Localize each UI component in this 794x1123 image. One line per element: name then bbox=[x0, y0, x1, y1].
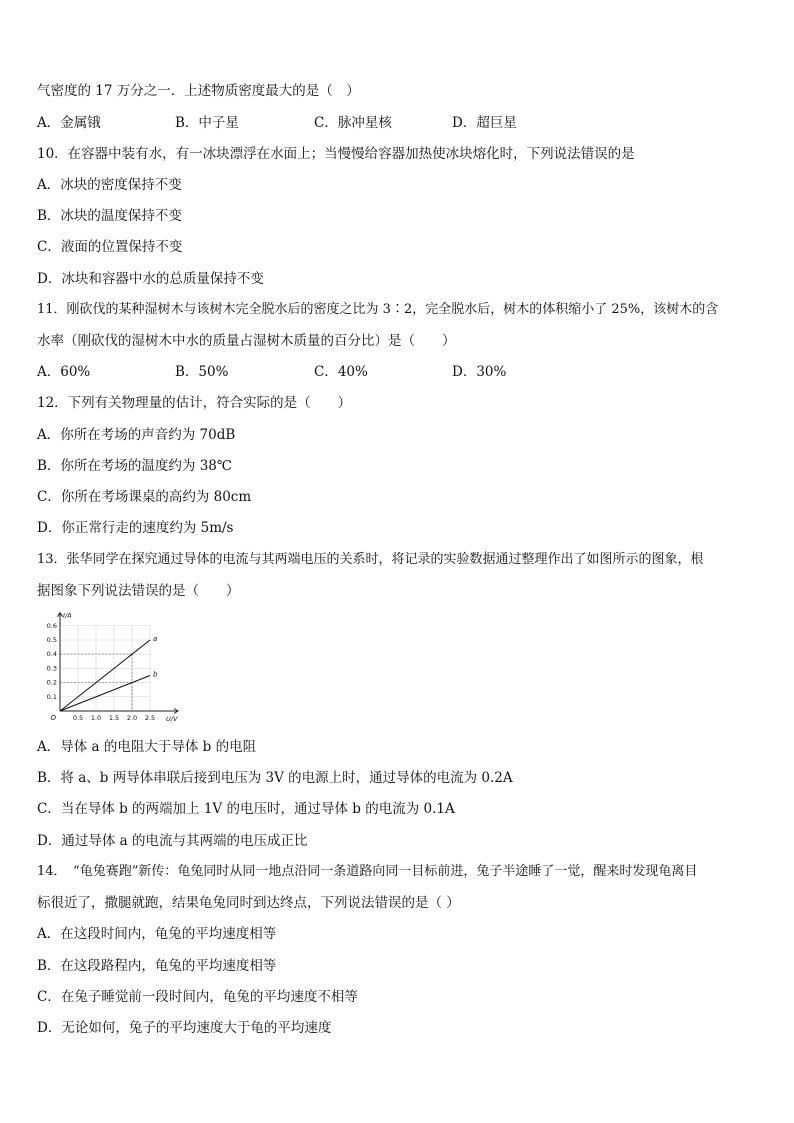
q9-option-c: C．脉冲星核 bbox=[314, 115, 392, 131]
q12-option-a: A．你所在考场的声音约为 70dB bbox=[37, 427, 236, 443]
q13-stem-line2: 据图象下列说法错误的是（ ） bbox=[37, 583, 240, 599]
q11-stem-line1: 11．刚砍伐的某种湿树木与该树木完全脱水后的密度之比为 3∶2，完全脱水后，树木的体积缩小了 25%，该树木的含 bbox=[37, 302, 719, 317]
intro-line: 气密度的 17 万分之一．上述物质密度最大的是（ ） bbox=[37, 83, 360, 99]
q12-option-c: C．你所在考场课桌的高约为 80cm bbox=[37, 489, 252, 505]
q13-option-d: D．通过导体 a 的电流与其两端的电压成正比 bbox=[37, 833, 308, 849]
x-tick-label: 2.5 bbox=[144, 714, 156, 722]
q11-option-b: B．50% bbox=[175, 364, 229, 380]
x-tick-label: 0.5 bbox=[72, 714, 84, 722]
q14-stem-line2: 标很近了，撒腿就跑，结果龟兔同时到达终点，下列说法错误的是（ ） bbox=[37, 895, 460, 911]
series-label-b: b bbox=[153, 670, 158, 679]
iu-graph bbox=[38, 611, 198, 723]
q13-option-a: A．导体 a 的电阻大于导体 b 的电阻 bbox=[37, 739, 257, 755]
q11-stem-line2: 水率（刚砍伐的湿树木中水的质量占湿树木质量的百分比）是（ ） bbox=[37, 333, 456, 349]
y-tick-label: 0.6 bbox=[46, 621, 57, 630]
y-tick-label: 0.2 bbox=[46, 678, 57, 687]
q14-option-a: A．在这段时间内，龟兔的平均速度相等 bbox=[37, 926, 277, 942]
q10-option-a: A．冰块的密度保持不变 bbox=[37, 177, 182, 193]
q10-stem: 10．在容器中装有水，有一冰块漂浮在水面上；当慢慢给容器加热使冰块熔化时，下列说法错误的是 bbox=[37, 146, 635, 162]
q9-option-a: A．金属锇 bbox=[37, 115, 101, 131]
series-label-a: a bbox=[153, 635, 158, 643]
q14-stem-line1: 14． “龟兔赛跑”新传：龟兔同时从同一地点沿同一条道路向同一目标前进，兔子半途睡了一觉，醒来时发现龟离目 bbox=[37, 864, 698, 879]
x-axis-label: U/V bbox=[166, 715, 178, 723]
x-tick-label: 2.0 bbox=[126, 714, 138, 722]
q9-option-d: D．超巨星 bbox=[452, 115, 517, 131]
q10-option-d: D．冰块和容器中水的总质量保持不变 bbox=[37, 271, 264, 287]
series-line-b bbox=[60, 676, 150, 712]
q12-option-d: D．你正常行走的速度约为 5m/s bbox=[37, 520, 234, 536]
q13-option-c: C．当在导体 b 的两端加上 1V 的电压时，通过导体 b 的电流为 0.1A bbox=[37, 801, 455, 817]
graph-series bbox=[60, 640, 150, 711]
q14-option-b: B．在这段路程内，龟兔的平均速度相等 bbox=[37, 958, 277, 974]
origin-label: O bbox=[50, 714, 56, 722]
y-tick-label: 0.1 bbox=[46, 692, 57, 701]
q12-stem: 12．下列有关物理量的估计，符合实际的是（ ） bbox=[37, 395, 352, 411]
y-tick-label: 0.3 bbox=[46, 664, 57, 673]
x-tick-label: 1.5 bbox=[108, 714, 120, 722]
q10-option-b: B．冰块的温度保持不变 bbox=[37, 208, 182, 224]
q11-option-c: C．40% bbox=[314, 364, 368, 380]
q11-option-d: D．30% bbox=[452, 364, 507, 380]
q10-option-c: C．液面的位置保持不变 bbox=[37, 239, 183, 255]
q13-option-b: B．将 a、b 两导体串联后接到电压为 3V 的电源上时，通过导体的电流为 0.2A bbox=[37, 770, 513, 786]
q14-option-c: C．在兔子睡觉前一段时间内，龟兔的平均速度不相等 bbox=[37, 989, 358, 1005]
q11-option-a: A．60% bbox=[37, 364, 91, 380]
series-line-a bbox=[60, 640, 150, 711]
q13-stem-line1: 13．张华同学在探究通过导体的电流与其两端电压的关系时，将记录的实验数据通过整理作出了如图所示的图象，根 bbox=[37, 552, 704, 567]
q14-option-d: D．无论如何，兔子的平均速度大于龟的平均速度 bbox=[37, 1020, 332, 1036]
y-axis-label: I/A bbox=[63, 611, 72, 620]
q12-option-b: B．你所在考场的温度约为 38℃ bbox=[37, 458, 232, 474]
q9-option-b: B．中子星 bbox=[175, 115, 239, 131]
x-tick-label: 1.0 bbox=[90, 714, 102, 722]
y-tick-label: 0.4 bbox=[46, 650, 57, 659]
y-tick-label: 0.5 bbox=[46, 636, 57, 644]
